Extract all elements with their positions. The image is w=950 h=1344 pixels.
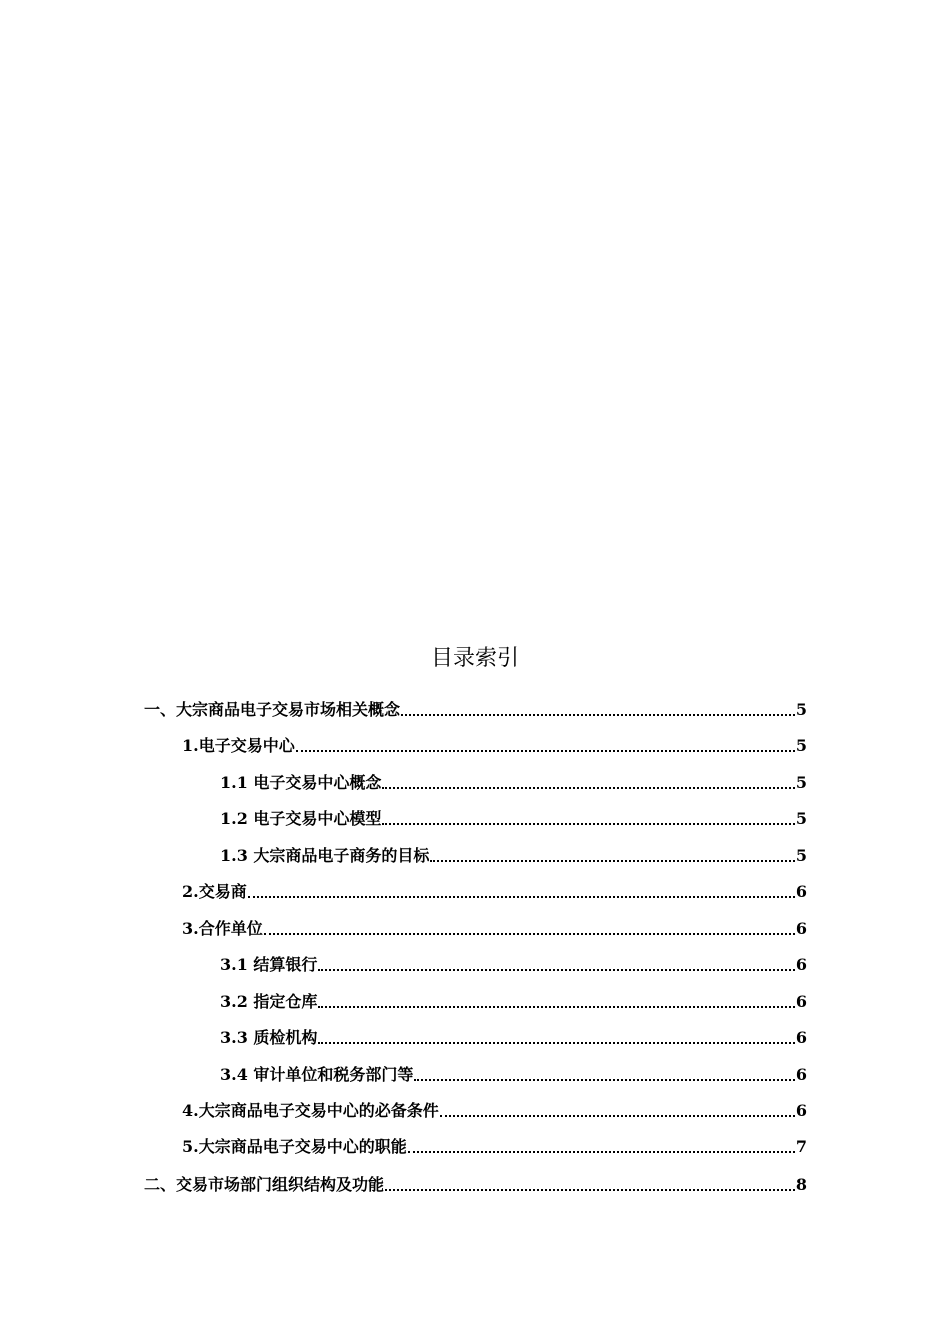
toc-entry[interactable] [220,1025,807,1049]
toc-entry-page: 8 [795,1175,807,1194]
toc-entry-label: 5.大宗商品电子交易中心的职能 [182,1137,407,1156]
toc-entry-page: 5 [795,846,807,865]
toc-entry[interactable] [220,989,807,1013]
toc-entry-page: 6 [795,882,807,901]
toc-entry-label: 2.交易商 [182,882,247,901]
toc-entry[interactable] [220,1062,807,1086]
toc-entry-page: 5 [795,736,807,755]
toc-entry-label: 二、交易市场部门组织结构及功能 [144,1175,385,1194]
toc-entry-page: 5 [795,700,807,719]
toc-entry[interactable] [182,1098,807,1122]
toc-entry-page: 6 [795,955,807,974]
toc-entry-label: 3.合作单位 [182,919,263,938]
toc-title: 目录索引 [430,646,519,671]
toc-entry[interactable] [182,1134,807,1158]
toc-entry[interactable] [144,697,807,721]
toc-entry[interactable] [220,843,807,867]
toc-entry-label: 3.1 结算银行 [220,955,318,974]
toc-entry-label: 3.3 质检机构 [220,1028,318,1047]
toc-entry[interactable] [182,916,807,940]
toc-entry[interactable] [182,879,807,903]
toc-entry-label: 1.电子交易中心 [182,736,295,755]
toc-entry-page: 6 [795,1028,807,1047]
toc-entry-page: 5 [795,773,807,792]
dot-leader [264,933,795,935]
dot-leader [385,1189,795,1191]
dot-leader [401,714,795,716]
dot-leader [382,823,794,825]
toc-entry-page: 6 [795,1101,807,1120]
toc-entry[interactable] [220,770,807,794]
toc-entry-label: 1.3 大宗商品电子商务的目标 [220,846,430,865]
dot-leader [318,1042,794,1044]
toc-entry[interactable] [220,806,807,830]
toc-entry-label: 3.4 审计单位和税务部门等 [220,1065,414,1084]
toc-entry[interactable] [144,1172,807,1196]
toc-entry-page: 5 [795,809,807,828]
dot-leader [248,896,795,898]
toc-entry-label: 4.大宗商品电子交易中心的必备条件 [182,1101,439,1120]
toc-entry-page: 6 [795,992,807,1011]
dot-leader [408,1151,795,1153]
toc-entry[interactable] [182,733,807,757]
toc-entry-label: 一、大宗商品电子交易市场相关概念 [144,700,401,719]
dot-leader [430,860,794,862]
toc-entry-page: 6 [795,1065,807,1084]
toc-entry-label: 1.1 电子交易中心概念 [220,773,382,792]
toc-entry[interactable] [220,952,807,976]
toc-entry-label: 3.2 指定仓库 [220,992,318,1011]
dot-leader [318,1006,794,1008]
dot-leader [440,1115,795,1117]
toc-entry-page: 6 [795,919,807,938]
dot-leader [414,1079,794,1081]
toc-entry-label: 1.2 电子交易中心模型 [220,809,382,828]
dot-leader [382,787,794,789]
dot-leader [318,969,794,971]
toc-entry-page: 7 [795,1137,807,1156]
dot-leader [296,750,795,752]
